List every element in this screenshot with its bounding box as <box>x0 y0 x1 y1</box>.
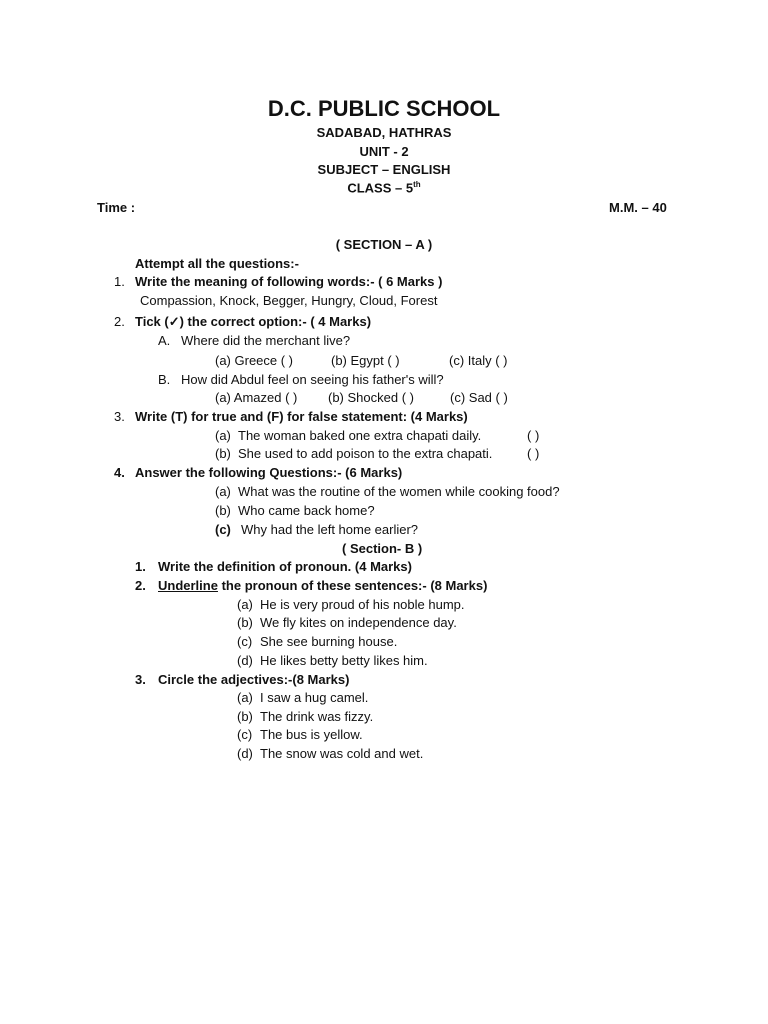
q1-words: Compassion, Knock, Begger, Hungry, Cloud, Forest <box>140 293 438 308</box>
q2b-option-b: (b) Shocked ( ) <box>328 390 414 405</box>
q4b-label: (b) <box>215 503 231 518</box>
sb-q3-text: Circle the adjectives:-(8 Marks) <box>158 672 350 687</box>
q3b-label: (b) <box>215 446 231 461</box>
sb-q2a-label: (a) <box>237 597 253 612</box>
q4-text: Answer the following Questions:- (6 Marks) <box>135 465 403 480</box>
q2a-option-b: (b) Egypt ( ) <box>331 353 400 368</box>
q2b-label: B. <box>158 372 171 387</box>
sb-q2d-label: (d) <box>237 653 253 668</box>
sb-q2c-text: She see burning house. <box>260 634 398 649</box>
sb-q3c-label: (c) <box>237 727 253 742</box>
sb-q3d-label: (d) <box>237 746 253 761</box>
school-place: SADABAD, HATHRAS <box>316 125 452 140</box>
sb-q2b-label: (b) <box>237 615 253 630</box>
q2b-option-c: (c) Sad ( ) <box>450 390 508 405</box>
q2a-option-a: (a) Greece ( ) <box>215 353 294 368</box>
section-a-heading: ( SECTION – A ) <box>335 237 433 252</box>
max-marks-label: M.M. – 40 <box>609 200 667 215</box>
sb-q2-underline-word: Underline <box>158 578 218 593</box>
sb-q3b-label: (b) <box>237 709 253 724</box>
q2a-label: A. <box>158 333 171 348</box>
sb-q2-rest: the pronoun of these sentences:- (8 Marks) <box>217 578 488 593</box>
sb-q2c-label: (c) <box>237 634 253 649</box>
q2a-option-c: (c) Italy ( ) <box>449 353 508 368</box>
q3b-box: ( ) <box>527 446 540 461</box>
q4c-text: Why had the left home earlier? <box>241 522 419 537</box>
subject-label: SUBJECT – ENGLISH <box>317 162 451 177</box>
q4c-label: (c) <box>215 522 231 537</box>
q2b-text: How did Abdul feel on seeing his father's will? <box>181 372 444 387</box>
q4b-text: Who came back home? <box>238 503 375 518</box>
sb-q2a-text: He is very proud of his noble hump. <box>260 597 465 612</box>
unit-label: UNIT - 2 <box>359 144 409 159</box>
q4a-text: What was the routine of the women while cooking food? <box>238 484 560 499</box>
q1-text: Write the meaning of following words:- ( 6 Marks ) <box>135 274 443 289</box>
sb-q1-number: 1. <box>135 559 146 574</box>
class-text: CLASS – 5 <box>347 180 414 196</box>
section-b-heading: ( Section- B ) <box>342 541 423 556</box>
q3a-box: ( ) <box>527 428 540 443</box>
sb-q2-number: 2. <box>135 578 146 593</box>
q4-number: 4. <box>114 465 125 480</box>
time-label: Time : <box>97 200 136 215</box>
q3-number: 3. <box>114 409 125 424</box>
q3a-text: The woman baked one extra chapati daily. <box>238 428 482 443</box>
q3b-text: She used to add poison to the extra chapati. <box>238 446 493 461</box>
q3-text: Write (T) for true and (F) for false statement: (4 Marks) <box>135 409 468 424</box>
q2a-text: Where did the merchant live? <box>181 333 351 348</box>
q4a-label: (a) <box>215 484 231 499</box>
sb-q2d-text: He likes betty betty likes him. <box>260 653 428 668</box>
q2-text: Tick (✓) the correct option:- ( 4 Marks) <box>135 314 372 329</box>
sb-q3-number: 3. <box>135 672 146 687</box>
q2b-option-a: (a) Amazed ( ) <box>215 390 298 405</box>
q1-number: 1. <box>114 274 125 289</box>
section-a-instruction: Attempt all the questions:- <box>135 256 299 271</box>
sb-q1-text: Write the definition of pronoun. (4 Marks) <box>158 559 412 574</box>
sb-q3d-text: The snow was cold and wet. <box>260 746 424 761</box>
class-label <box>0 180 768 195</box>
sb-q3a-label: (a) <box>237 690 253 705</box>
class-superscript: th <box>413 180 421 189</box>
sb-q2-text <box>158 578 487 593</box>
sb-q3c-text: The bus is yellow. <box>260 727 363 742</box>
q3a-label: (a) <box>215 428 231 443</box>
school-name: D.C. PUBLIC SCHOOL <box>267 96 501 121</box>
sb-q3b-text: The drink was fizzy. <box>260 709 374 724</box>
q2-number: 2. <box>114 314 125 329</box>
sb-q3a-text: I saw a hug camel. <box>260 690 369 705</box>
sb-q2b-text: We fly kites on independence day. <box>260 615 457 630</box>
